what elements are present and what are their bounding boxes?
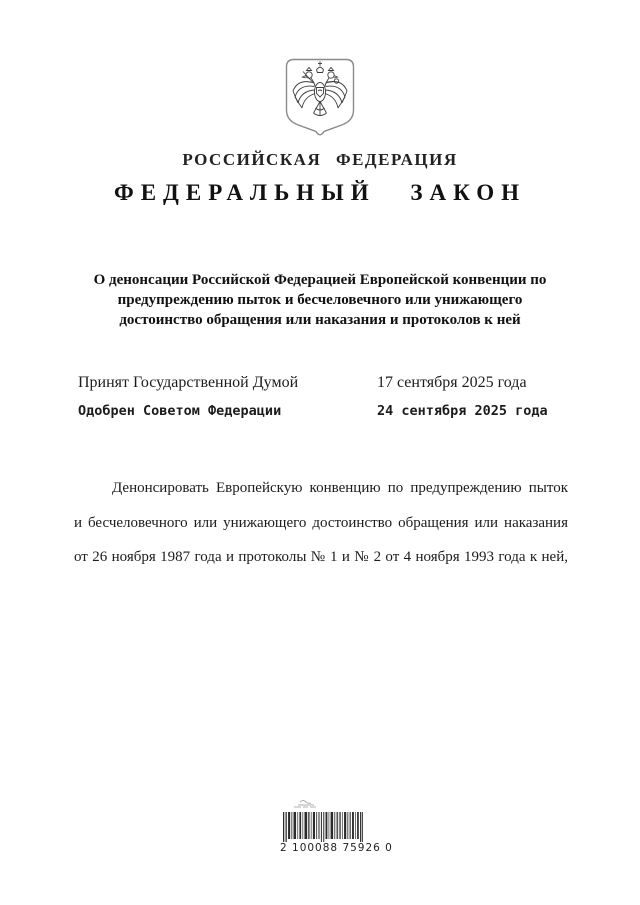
law-title-line: предупреждению пыток и бесчеловечного или унижающего [117, 292, 523, 308]
passed-by-duma-date: 17 сентября 2025 года [377, 374, 527, 391]
document-type-heading: ФЕДЕРАЛЬНЫЙ ЗАКОН [113, 180, 527, 205]
law-title [80, 270, 560, 330]
law-title-line: достоинство обращения или наказания и протоколов к ней [119, 312, 521, 328]
tiny-print-mark-icon [292, 799, 318, 811]
body-line: Денонсировать Европейскую конвенцию по предупреждению пыток [112, 480, 568, 496]
body-line: и бесчеловечного или унижающего достоинство обращения или наказания [74, 514, 568, 531]
approved-by-council-date: 24 сентября 2025 года [377, 403, 548, 419]
russian-coat-of-arms-icon [285, 58, 355, 140]
barcode-digits: 2 100088 75926 0 [280, 842, 393, 854]
barcode-icon [283, 812, 363, 842]
country-heading: РОССИЙСКАЯ ФЕДЕРАЦИЯ [182, 150, 458, 169]
body-line: от 26 ноября 1987 года и протоколы № 1 и № 2 от 4 ноября 1993 года к ней, [74, 549, 568, 565]
law-title-line: О денонсации Российской Федерацией Европейской конвенции по [93, 272, 547, 288]
approved-by-council-label: Одобрен Советом Федерации [78, 403, 282, 419]
law-body-paragraph [74, 471, 568, 575]
passed-by-duma-label: Принят Государственной Думой [78, 374, 299, 391]
barcode-block [280, 799, 393, 854]
